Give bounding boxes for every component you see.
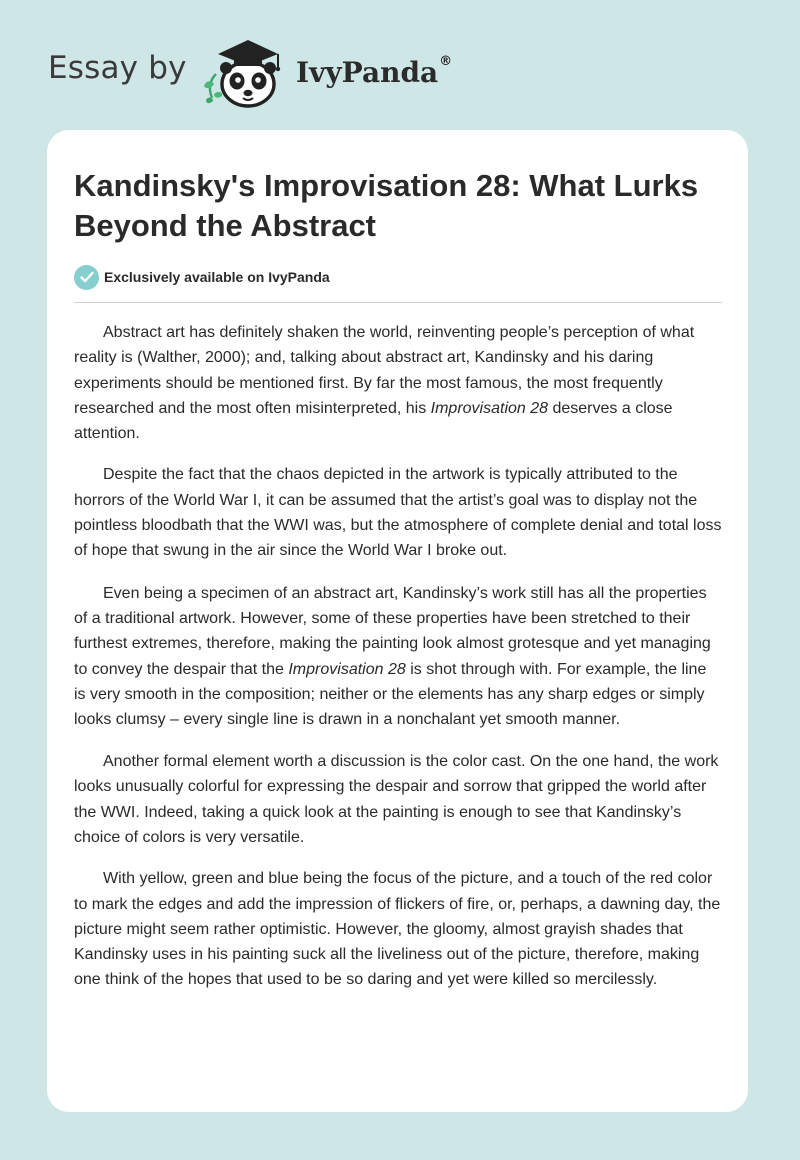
paragraph: Abstract art has definitely shaken the world, reinventing people’s perception of what reality is (Walther, 2000); and, talking about abstract art, Kandinsky and his daring experiments should be mentioned first. By far the most famous, the most frequently researched and the most often misinterpreted, his Improvisation 28 deserves a close attention. [74, 324, 695, 443]
paragraph: Despite the fact that the chaos depicted in the artwork is typically attributed to the horrors of the World War I, it can be assumed that the artist’s goal was to display not the pointless bloodbath that the WWI was, but the atmosphere of complete denial and total loss of hope that swung in the air since the World War I broke out. [74, 466, 722, 560]
paragraph: With yellow, green and blue being the focus of the picture, and a touch of the red color to mark the edges and add the impression of flickers of fire, or, perhaps, a dawning day, the picture might seem rather optimistic. However, the gloomy, almost grayish shades that Kandinsky uses in his painting suck all the liveliness out of the picture, therefore, making one think of the hopes that used to be so daring and yet were killed so mercilessly. [74, 870, 721, 989]
divider [74, 302, 722, 303]
panda-logo-icon [198, 34, 292, 110]
badge-label: Exclusively available on IvyPanda [104, 269, 330, 285]
artwork-title: Improvisation 28 [430, 399, 549, 417]
essay-card [47, 130, 748, 1112]
paragraph: Even being a specimen of an abstract art, Kandinsky’s work still has all the properties of a traditional artwork. However, some of these properties have been stretched to their furthest extremes, therefore, making the painting look almost grotesque and yet managing to convey the despair that the Improvisation 28 is shot through with. For example, the line is very smooth in the composition; neither or the elements has any sharp edges or simply looks clumsy – every single line is drawn in a nonchalant yet smooth manner. [74, 584, 711, 729]
essay-body [74, 320, 722, 1009]
exclusive-badge [74, 264, 330, 290]
paragraph: Another formal element worth a discussion is the color cast. On the one hand, the work looks unusually colorful for expressing the despair and sorrow that gripped the world after the WWI. Indeed, taking a quick look at the painting is enough to see that Kandinsky’s choice of colors is very versatile. [74, 753, 719, 846]
artwork-title: Improvisation 28 [288, 660, 406, 678]
brand-name: IvyPanda® [296, 54, 453, 89]
essay-by-label: Essay by [48, 50, 187, 86]
page-title: Kandinsky's Improvisation 28: What Lurks Beyond the Abstract [74, 168, 699, 243]
registered-mark: ® [439, 54, 453, 69]
site-header [0, 0, 800, 130]
ivy-leaf-icon [204, 74, 222, 103]
checkmark-icon [74, 265, 99, 290]
